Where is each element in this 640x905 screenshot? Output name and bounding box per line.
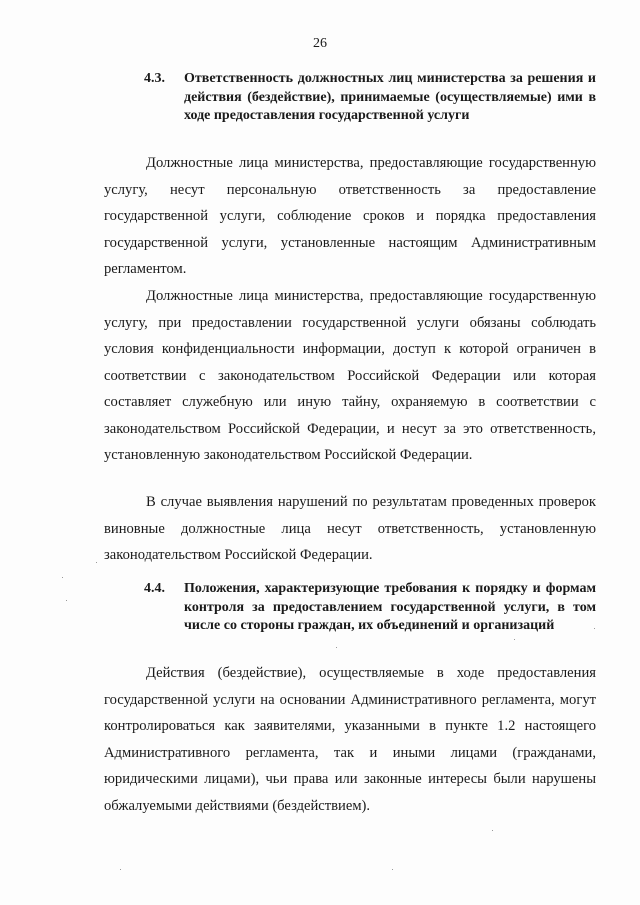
scan-speck	[66, 600, 67, 601]
scan-speck	[514, 639, 515, 640]
scan-speck	[120, 869, 121, 870]
scan-speck	[96, 562, 97, 563]
scan-speck	[62, 577, 63, 578]
scan-speck	[492, 830, 493, 831]
section-heading-4-3	[144, 70, 596, 126]
paragraph-4-3-2: Должностные лица министерства, предоставляющие государственную услугу, при предоставлении государственной услуги обязаны соблюдать условия конфиденциальности информации, доступ к которой ограничен в соответствии с законодательством Российской Федерации или которая составляет служебную или иную тайну, охраняемую в соответствии с законодательством Российской Федерации, и несут за это ответственность, установленную законодательством Российской Федерации.	[104, 288, 596, 463]
scan-speck	[594, 628, 595, 629]
paragraph-4-4-1: Действия (бездействие), осуществляемые в ходе предоставления государственной услуги на основании Административного регламента, могут контролироваться как заявителями, указанными в пункте 1.2 настоящего Административного регламента, так и иными лицами (гражданами, юридическими лицами), чьи права или законные интересы были нарушены обжалуемыми действиями (бездействием).	[104, 665, 596, 814]
paragraph-4-3-3: В случае выявления нарушений по результатам проведенных проверок виновные должностные лица несут ответственность, установленную законодательством Российской Федерации.	[104, 494, 596, 563]
section-heading-4-4	[144, 580, 596, 636]
section-number: 4.4.	[144, 581, 165, 596]
paragraph-4-3-1: Должностные лица министерства, предоставляющие государственную услугу, несут персональную ответственность за предоставление государственной услуги, соблюдение сроков и порядка предоставления государственной услуги, установленные настоящим Административным регламентом.	[104, 155, 596, 277]
scan-speck	[336, 647, 337, 648]
section-title: Ответственность должностных лиц министерства за решения и действия (бездействие), принимаемые (осуществляемые) ими в ходе предоставления государственной услуги	[184, 71, 596, 123]
section-title: Положения, характеризующие требования к порядку и формам контроля за предоставлением государственной услуги, в том числе со стороны граждан, их объединений и организаций	[184, 581, 596, 633]
scan-speck	[392, 869, 393, 870]
section-number: 4.3.	[144, 71, 165, 86]
page-number: 26	[313, 36, 327, 51]
